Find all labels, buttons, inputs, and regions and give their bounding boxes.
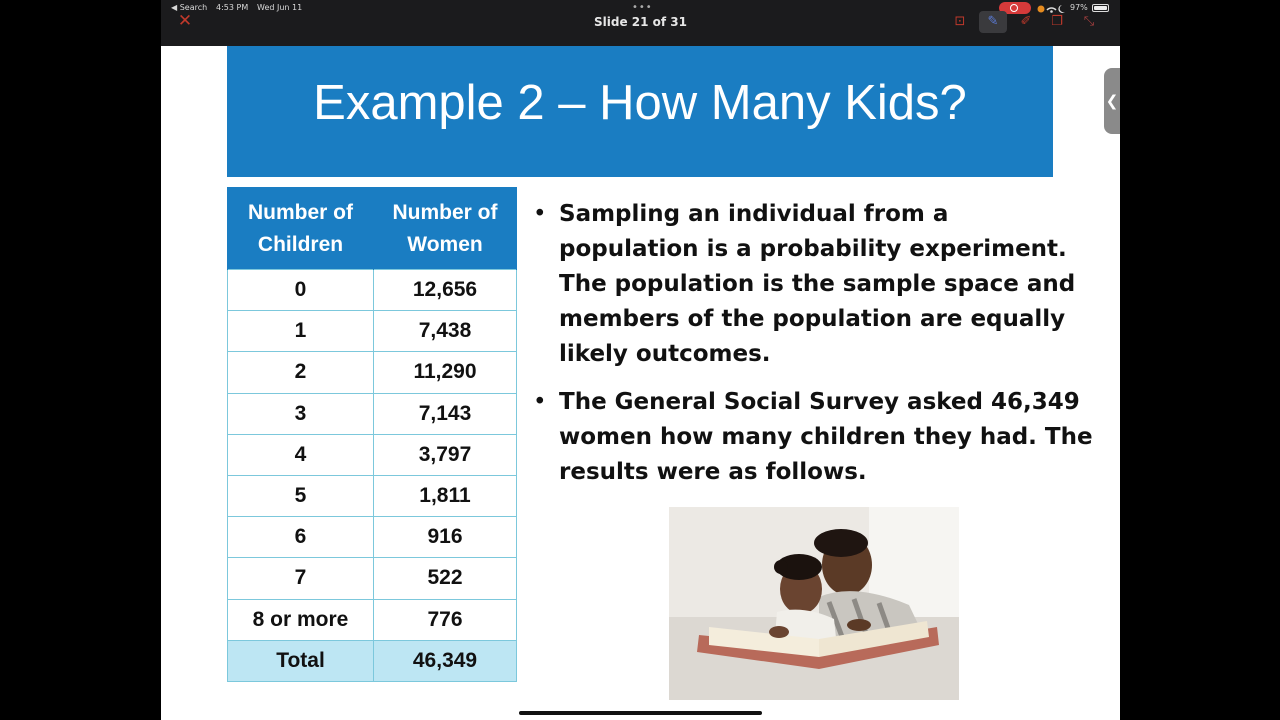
bullet-list [533,197,1093,503]
children-cell: 4 [228,434,374,475]
women-cell: 7,143 [374,393,517,434]
table-row [228,393,517,434]
battery-percent: 97% [1070,3,1088,12]
children-cell: 3 [228,393,374,434]
close-icon[interactable]: ✕ [177,11,193,31]
table-row [228,270,517,311]
table-total-row [228,640,517,681]
children-cell: 2 [228,352,374,393]
table-row [228,599,517,640]
children-cell: 6 [228,517,374,558]
status-icons [1037,4,1067,13]
children-cell: 8 or more [228,599,374,640]
women-cell: 3,797 [374,434,517,475]
status-time: 4:53 PM [216,3,249,12]
bullet-item [533,197,1093,372]
bullet-item [533,385,1093,490]
children-cell: 5 [228,475,374,516]
slide-indicator: Slide 21 of 31 [594,15,687,29]
ipad-screen [161,0,1120,720]
laser-pointer-icon[interactable]: ⊡ [954,14,966,29]
header-number-of-children: Number of Children [228,187,374,270]
total-value-cell: 46,349 [374,640,517,681]
bullet-symbol: • [533,201,547,227]
table-row [228,517,517,558]
back-to-search-link[interactable]: ◀ Search [171,3,208,12]
multitasking-dots-icon[interactable]: ••• [632,2,653,13]
battery-icon [1092,4,1109,12]
battery-level [1094,6,1107,10]
women-cell: 1,811 [374,475,517,516]
women-cell: 7,438 [374,311,517,352]
table-row [228,352,517,393]
header-number-of-women: Number of Women [374,187,517,270]
women-cell: 522 [374,558,517,599]
mother-daughter-reading-photo [669,507,959,700]
slide-title: Example 2 – How Many Kids? [313,76,967,130]
table-row [228,434,517,475]
side-drawer-handle[interactable]: ❮ [1104,68,1120,134]
pen-icon[interactable]: ✎ [979,11,1007,33]
children-cell: 7 [228,558,374,599]
windows-icon[interactable]: ❐ [1051,14,1063,29]
women-cell: 12,656 [374,270,517,311]
women-cell: 916 [374,517,517,558]
table-row [228,475,517,516]
highlighter-icon[interactable]: ✐ [1020,14,1032,29]
children-cell: 0 [228,270,374,311]
total-label-cell: Total [228,640,374,681]
slide-title-band [227,46,1053,177]
women-cell: 11,290 [374,352,517,393]
table-row [228,558,517,599]
children-cell: 1 [228,311,374,352]
home-indicator[interactable] [519,711,762,715]
presenter-toolbar [161,0,1120,46]
bullet-text-survey: The General Social Survey asked 46,349 women how many children they had. The results were as follows. [559,389,1093,485]
table-row [228,311,517,352]
table-header-row [228,187,517,270]
women-cell: 776 [374,599,517,640]
status-date: Wed Jun 11 [257,3,303,12]
bullet-symbol: • [533,389,547,415]
bullet-text-sampling: Sampling an individual from a population is a probability experiment. The population is the sample space and members of the population are equally likely outcomes. [559,201,1076,367]
photo-illustration [669,507,959,700]
children-frequency-table [227,187,517,682]
fullscreen-exit-icon[interactable]: ⤡ [1083,14,1095,29]
